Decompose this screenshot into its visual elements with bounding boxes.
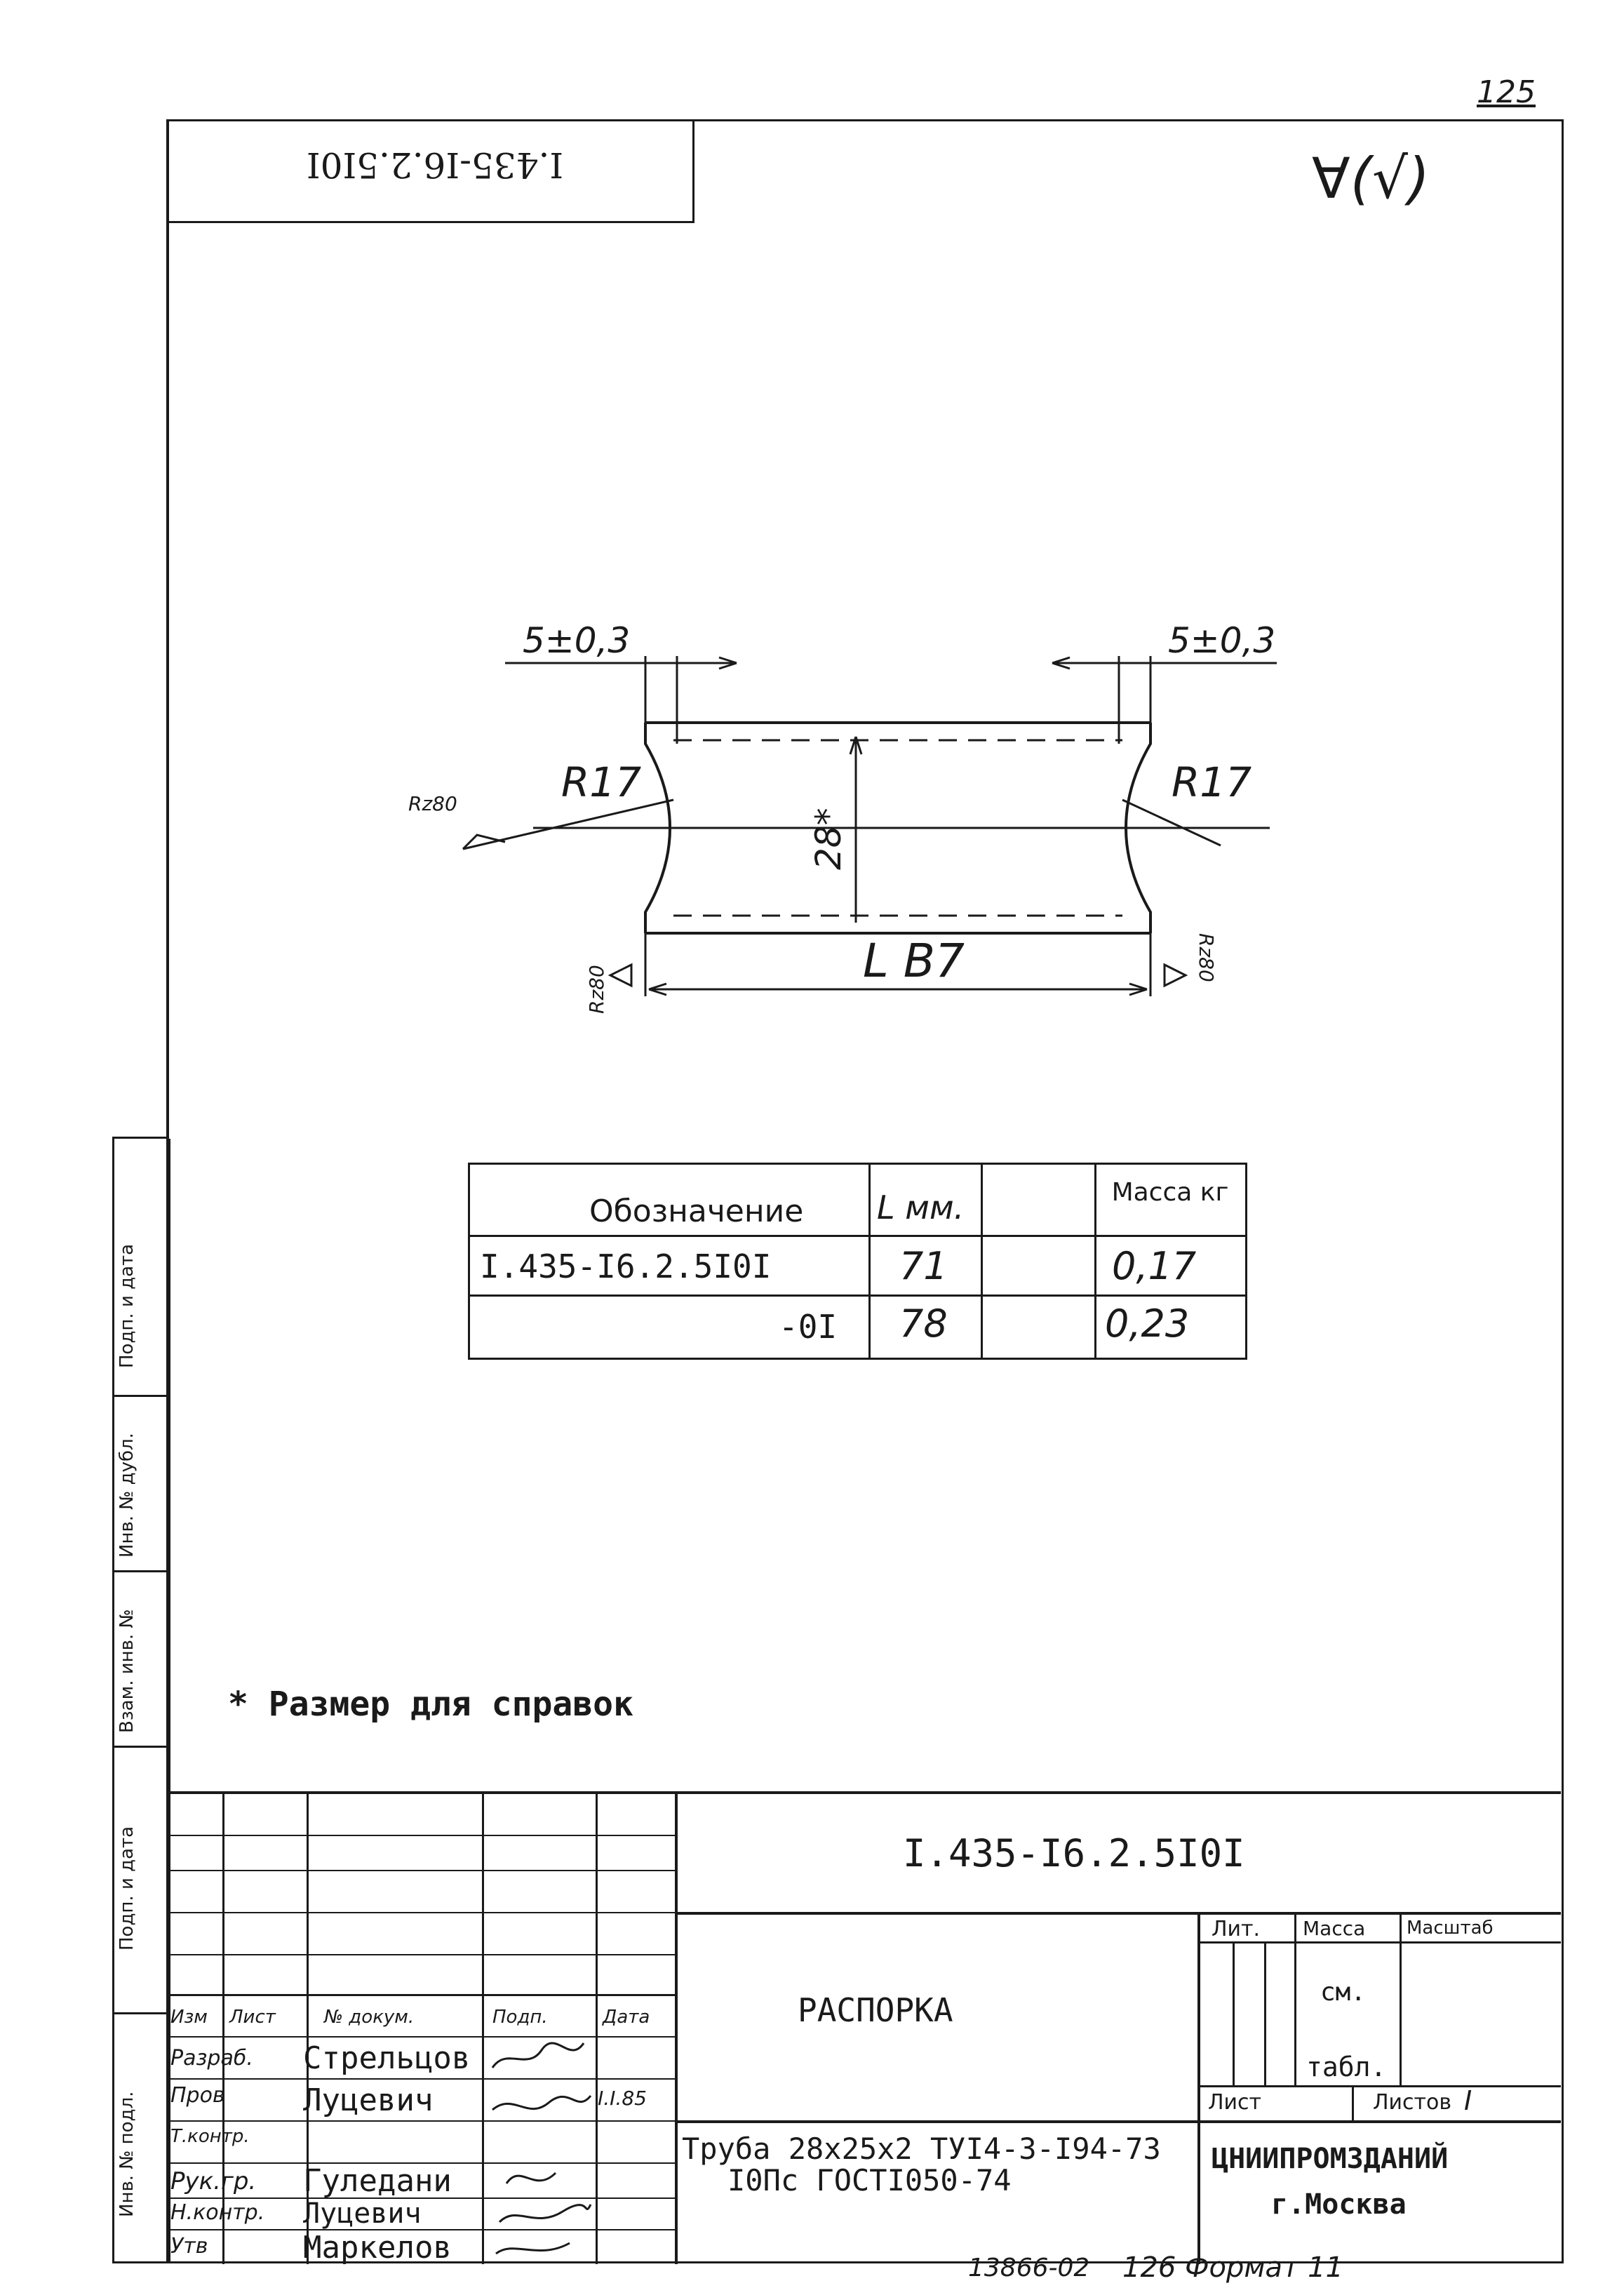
title-part-name: РАСПОРКА [798,1991,953,2029]
table-row-2-mass: 0,23 [1105,1302,1190,1346]
radius-right-label: R17 [1172,758,1252,806]
title-block [166,1791,1561,2264]
sheets-value: I [1464,2085,1472,2116]
table-row-2-designation: -0I [779,1308,838,1346]
top-code-inverted: I.435-I6.2.5I0I [306,145,564,185]
roughness-left-top: Rz80 [408,792,457,815]
title-material-line-1: Труба 28х25х2 ТУI4-3-I94-73 [682,2132,1161,2166]
title-doc-code: I.435-I6.2.5I0I [903,1831,1245,1875]
radius-left-label: R17 [561,758,642,806]
role-tech-control: Т.контр. [170,2126,250,2147]
bottom-note: 13866-02 [968,2254,1090,2282]
label-sheets: Листов [1373,2090,1452,2115]
role-norm-control: Н.контр. [170,2200,265,2225]
name-group-lead: Гуледани [303,2163,452,2199]
col-header-date: Дата [603,2007,650,2028]
footnote: * Размер для справок [228,1685,633,1724]
bottom-format: 126 Формат 11 [1122,2252,1343,2284]
city: г.Москва [1271,2188,1407,2221]
table-header-length: L мм. [877,1189,965,1226]
table-row-2-length: 78 [899,1302,948,1346]
dim-left-label: 5±0,3 [523,620,631,661]
col-header-izm: Изм [170,2007,208,2028]
date-checker: I.I.85 [598,2087,647,2110]
title-material-line-2: I0Пс ГОСТI050-74 [727,2163,1012,2197]
side-stamp-label-2: Взам. инв. № [116,1609,137,1733]
role-approver: Утв [170,2234,208,2259]
dim-right-label: 5±0,3 [1168,620,1276,661]
label-sheet: Лист [1208,2090,1262,2115]
label-scale: Масштаб [1407,1918,1494,1939]
name-norm-control: Луцевич [303,2197,422,2230]
col-header-doc: № докум. [324,2007,415,2028]
label-mass: Масса [1303,1917,1366,1940]
side-stamp-label-4: Подп. и дата [116,1826,137,1951]
diameter-label: 28* [808,808,849,870]
roughness-right-bottom: Rz80 [1195,933,1218,982]
role-group-lead: Рук.гр. [170,2167,257,2195]
label-lit: Лит. [1212,1917,1261,1941]
length-label: L В7 [863,934,965,988]
table-row-1-length: 71 [899,1244,948,1288]
col-header-sign: Подп. [492,2007,548,2028]
table-row-1-mass: 0,17 [1112,1244,1197,1288]
mass-value-2: табл. [1306,2052,1387,2082]
organization: ЦНИИПРОМЗДАНИЙ [1212,2143,1449,2175]
page-number: 125 [1477,74,1536,110]
signatures [485,2036,598,2261]
table-row-1-designation: I.435-I6.2.5I0I [480,1247,772,1285]
mass-value-1: см. [1320,1978,1367,2007]
name-developer: Стрельцов [303,2040,471,2076]
name-approver: Маркелов [303,2230,452,2266]
side-stamp-label-3: Инв. № дубл. [116,1433,137,1558]
role-checker: Пров [170,2083,225,2108]
col-header-list: Лист [229,2007,276,2028]
part-drawing [393,603,1291,1066]
table-header-mass: Масса кг [1111,1178,1229,1207]
role-developer: Разраб. [170,2046,253,2070]
name-checker: Луцевич [303,2082,434,2118]
spec-table [468,1163,1247,1360]
table-header-designation: Обозначение [589,1193,804,1229]
side-stamp-label-1: Подп. и дата [116,1243,137,1368]
roughness-left-bottom: Rz80 [585,965,608,1014]
roughness-mark: ∀(√) [1312,146,1430,211]
side-stamp-label-5: Инв. № подл. [116,2091,137,2217]
